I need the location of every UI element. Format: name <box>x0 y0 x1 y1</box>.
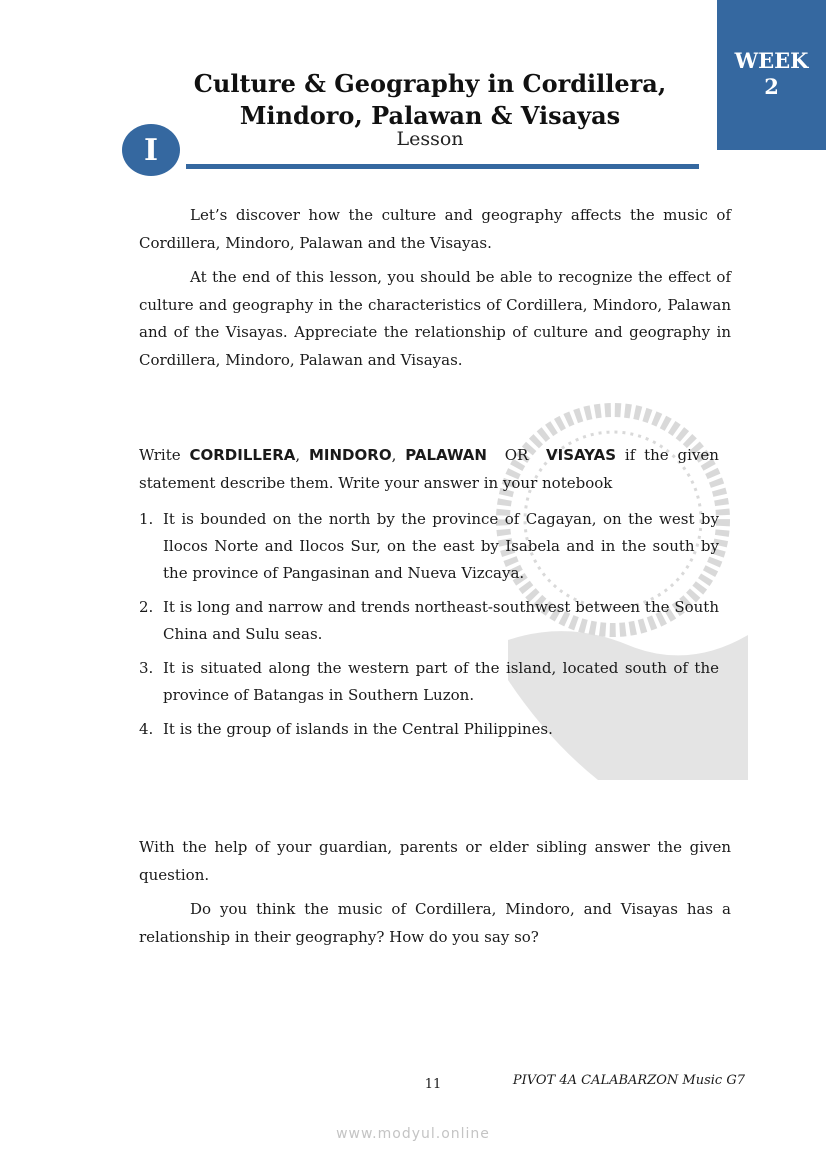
option-visayas: VISAYAS <box>546 446 617 464</box>
item-number: 4. <box>139 720 154 738</box>
question-list <box>139 506 719 750</box>
list-item <box>139 594 719 648</box>
option-palawan: PALAWAN <box>405 446 487 464</box>
site-watermark: www.modyul.online <box>336 1126 490 1142</box>
instruction-rest: if the given statement describe them. Write your answer in your notebook <box>139 446 719 492</box>
list-item <box>139 506 719 587</box>
week-number: 2 <box>764 74 779 99</box>
page-subtitle: Lesson <box>396 128 464 150</box>
option-cordillera: CORDILLERA <box>189 446 296 464</box>
title-rule <box>186 164 699 169</box>
item-number: 2. <box>139 598 154 616</box>
separator: , <box>391 446 397 464</box>
activity-instruction <box>139 442 719 497</box>
week-label: WEEK <box>734 48 809 73</box>
item-text: It is long and narrow and trends northeast-southwest between the South China and Sulu seas. <box>163 598 719 643</box>
title-line-1: Culture & Geography in Cordillera, <box>193 69 667 98</box>
or-word: OR <box>504 446 529 464</box>
footer-source: PIVOT 4A CALABARZON Music G7 <box>512 1073 745 1088</box>
intro-paragraph-2: At the end of this lesson, you should be able to recognize the effect of culture and geography in the characteristics of Cordillera, Mindoro, Palawan and of the Visayas. Appreciate the relationship of culture and geography in Cordillera, Mindoro, Palawan and Visayas. <box>139 268 731 369</box>
list-item <box>139 716 719 743</box>
list-item <box>139 655 719 709</box>
week-tab <box>717 0 826 150</box>
intro-paragraph-1: Let’s discover how the culture and geography affects the music of Cordillera, Mindoro, Palawan and the Visayas. <box>139 206 731 252</box>
item-text: It is bounded on the north by the province of Cagayan, on the west by Ilocos Norte and Ilocos Sur, on the east by Isabela and in the south by the province of Pangasinan and Nueva Vizcaya. <box>163 510 719 582</box>
item-text: It is the group of islands in the Central Philippines. <box>163 720 553 738</box>
reflection-paragraph-2: Do you think the music of Cordillera, Mindoro, and Visayas has a relationship in their geography? How do you say so? <box>139 900 731 946</box>
section-badge: I <box>122 124 180 176</box>
page-title <box>150 68 710 132</box>
item-number: 1. <box>139 510 154 528</box>
write-word: Write <box>139 446 181 464</box>
item-number: 3. <box>139 659 154 677</box>
title-line-2: Mindoro, Palawan & Visayas <box>239 101 621 130</box>
separator: , <box>295 446 301 464</box>
reflection-paragraph-1: With the help of your guardian, parents or elder sibling answer the given question. <box>139 838 731 884</box>
page-number: 11 <box>424 1077 442 1092</box>
option-mindoro: MINDORO <box>309 446 392 464</box>
item-text: It is situated along the western part of the island, located south of the province of Batangas in Southern Luzon. <box>163 659 719 704</box>
